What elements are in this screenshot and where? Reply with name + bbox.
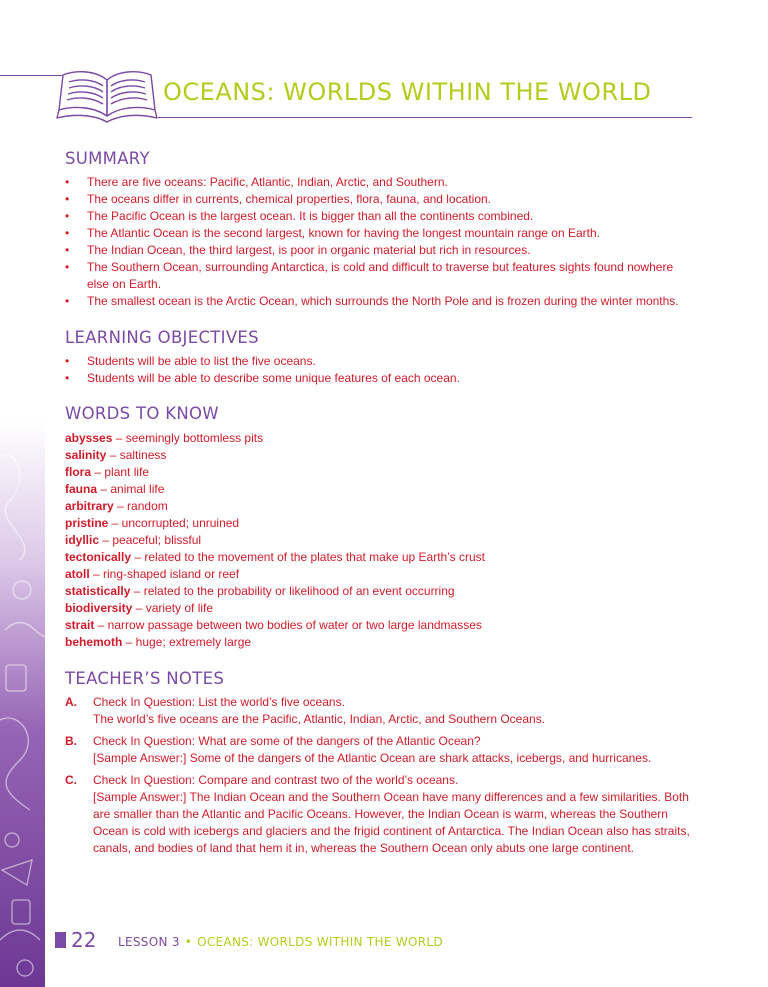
objective-item: • Students will be able to list the five oceans.: [65, 353, 695, 370]
words-list: [65, 430, 695, 651]
word-entry: [65, 532, 695, 549]
word-entry: [65, 634, 695, 651]
note-item: [65, 733, 705, 767]
word-term: atoll: [65, 567, 90, 581]
summary-item: • The smallest ocean is the Arctic Ocean, which surrounds the North Pole and is frozen during the winter months.: [65, 293, 695, 310]
word-definition: – animal life: [97, 482, 165, 496]
word-entry: [65, 464, 695, 481]
word-definition: – saltiness: [106, 448, 167, 462]
word-definition: – random: [113, 499, 168, 513]
summary-item: • The oceans differ in currents, chemical properties, flora, fauna, and location.: [65, 191, 695, 208]
summary-item: • The Atlantic Ocean is the second largest, known for having the longest mountain range on Earth.: [65, 225, 695, 242]
summary-item: • The Pacific Ocean is the largest ocean. It is bigger than all the continents combined.: [65, 208, 695, 225]
note-item: [65, 772, 705, 857]
word-entry: [65, 600, 695, 617]
footer-marker: [55, 932, 66, 948]
word-term: arbitrary: [65, 499, 114, 513]
summary-item: • There are five oceans: Pacific, Atlantic, Indian, Arctic, and Southern.: [65, 174, 695, 191]
word-term: pristine: [65, 516, 109, 530]
word-definition: – variety of life: [132, 601, 214, 615]
note-letter: C.: [65, 773, 77, 787]
word-definition: – related to the probability or likelihood of an event occurring: [130, 584, 455, 598]
word-term: salinity: [65, 448, 107, 462]
word-term: statistically: [65, 584, 131, 598]
words-heading: WORDS TO KNOW: [65, 404, 219, 423]
note-letter: B.: [65, 734, 77, 748]
word-term: tectonically: [65, 550, 132, 564]
word-entry: [65, 583, 695, 600]
page-number: 22: [71, 928, 97, 952]
note-answer: The world’s five oceans are the Pacific, Atlantic, Indian, Arctic, and Southern Oceans.: [93, 712, 546, 726]
summary-item: • The Southern Ocean, surrounding Antarctica, is cold and difficult to traverse but features sights found nowhere else on Earth.: [65, 259, 695, 293]
note-body: [93, 772, 705, 857]
word-term: abysses: [65, 431, 113, 445]
note-body: [93, 694, 705, 728]
word-definition: – narrow passage between two bodies of water or two large landmasses: [94, 618, 482, 632]
doodle-pattern-icon: [0, 420, 45, 987]
objectives-heading: LEARNING OBJECTIVES: [65, 328, 259, 347]
notes-heading: TEACHER’S NOTES: [65, 669, 225, 688]
note-body: [93, 733, 705, 767]
note-question: Check In Question: List the world’s five oceans.: [93, 695, 345, 709]
word-term: behemoth: [65, 635, 123, 649]
word-entry: [65, 498, 695, 515]
summary-list: [65, 174, 695, 310]
word-term: strait: [65, 618, 95, 632]
word-definition: – seemingly bottomless pits: [112, 431, 264, 445]
header-rule-left: [0, 75, 62, 76]
word-entry: [65, 515, 695, 532]
word-definition: – plant life: [91, 465, 150, 479]
footer-lesson: LESSON 3: [118, 935, 180, 949]
word-entry: [65, 566, 695, 583]
footer-separator: •: [184, 935, 193, 949]
word-definition: – peaceful; blissful: [99, 533, 202, 547]
word-entry: [65, 447, 695, 464]
note-question: Check In Question: What are some of the dangers of the Atlantic Ocean?: [93, 734, 481, 748]
note-item: [65, 694, 705, 728]
word-definition: – related to the movement of the plates that make up Earth’s crust: [131, 550, 486, 564]
word-entry: [65, 617, 695, 634]
note-answer: [Sample Answer:] The Indian Ocean and the Southern Ocean have many differences and a few similarities. Both are smaller than the Atlantic and Pacific Oceans. However, the Indian Ocean is warm, whereas the Southern Ocean is cold with icebergs and glaciers and the frigid continent of Antarctica. The Indian Ocean also has straits, canals, and bodies of land that hem it in, whereas the Southern Ocean only abuts one large continent.: [93, 790, 690, 855]
open-book-icon: [55, 66, 160, 124]
word-term: biodiversity: [65, 601, 133, 615]
note-letter: A.: [65, 695, 77, 709]
word-entry: [65, 549, 695, 566]
note-question: Check In Question: Compare and contrast two of the world’s oceans.: [93, 773, 459, 787]
summary-item: • The Indian Ocean, the third largest, is poor in organic material but rich in resources.: [65, 242, 695, 259]
word-term: idyllic: [65, 533, 100, 547]
page-title: OCEANS: WORLDS WITHIN THE WORLD: [163, 78, 652, 106]
objectives-list: [65, 353, 695, 387]
summary-heading: SUMMARY: [65, 149, 150, 168]
word-definition: – ring-shaped island or reef: [89, 567, 240, 581]
word-definition: – uncorrupted; unruined: [108, 516, 240, 530]
word-term: flora: [65, 465, 92, 479]
word-definition: – huge; extremely large: [122, 635, 252, 649]
teacher-notes: [65, 694, 705, 862]
word-entry: [65, 481, 695, 498]
word-entry: [65, 430, 695, 447]
objective-item: • Students will be able to describe some unique features of each ocean.: [65, 370, 695, 387]
decorative-side-strip: [0, 420, 45, 987]
footer-title: OCEANS: WORLDS WITHIN THE WORLD: [197, 935, 443, 949]
footer-running-head: [118, 935, 443, 949]
word-term: fauna: [65, 482, 98, 496]
header-rule-right: [158, 117, 692, 118]
note-answer: [Sample Answer:] Some of the dangers of the Atlantic Ocean are shark attacks, icebergs, and hurricanes.: [93, 751, 652, 765]
